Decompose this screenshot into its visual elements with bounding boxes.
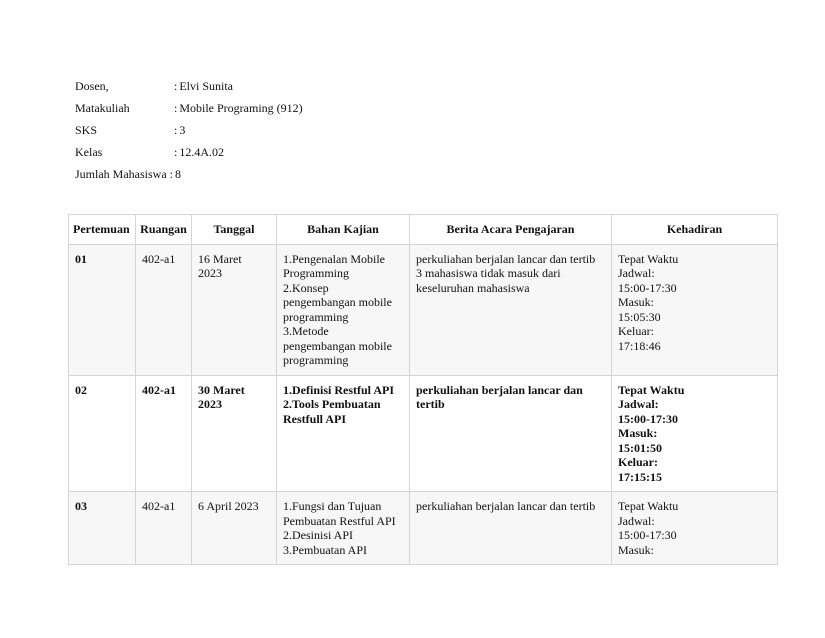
column-header: Pertemuan	[69, 215, 136, 245]
info-row-jumlah-mahasiswa	[75, 163, 303, 185]
info-label: Kelas	[75, 145, 103, 159]
table-row	[69, 492, 778, 565]
cell-tanggal: 16 Maret 2023	[192, 244, 277, 375]
info-value: : Elvi Sunita	[174, 75, 233, 97]
cell-berita-acara: perkuliahan berjalan lancar dan tertib	[410, 492, 612, 565]
column-header: Kehadiran	[612, 215, 778, 245]
cell-ruangan: 402-a1	[136, 492, 192, 565]
info-label: Jumlah Mahasiswa	[75, 167, 167, 181]
info-row-kelas	[75, 141, 303, 163]
info-row-matakuliah	[75, 97, 303, 119]
cell-pertemuan: 02	[69, 375, 136, 492]
column-header: Berita Acara Pengajaran	[410, 215, 612, 245]
info-value: : 3	[174, 119, 185, 141]
cell-pertemuan: 01	[69, 244, 136, 375]
table-header-row	[69, 215, 778, 245]
cell-pertemuan: 03	[69, 492, 136, 565]
cell-kehadiran: Tepat Waktu Jadwal: 15:00-17:30 Masuk:	[612, 492, 778, 565]
table-row	[69, 244, 778, 375]
info-value: : 8	[170, 163, 181, 185]
info-label: Matakuliah	[75, 101, 130, 115]
cell-tanggal: 6 April 2023	[192, 492, 277, 565]
info-label: Dosen,	[75, 79, 109, 93]
table-row	[69, 375, 778, 492]
cell-ruangan: 402-a1	[136, 244, 192, 375]
info-value: : Mobile Programing (912)	[174, 97, 303, 119]
column-header: Tanggal	[192, 215, 277, 245]
cell-tanggal: 30 Maret 2023	[192, 375, 277, 492]
meeting-table	[68, 214, 778, 565]
cell-bahan-kajian: 1.Fungsi dan Tujuan Pembuatan Restful API 2.Desinisi API 3.Pembuatan API	[277, 492, 410, 565]
cell-bahan-kajian: 1.Pengenalan Mobile Programming 2.Konsep pengembangan mobile programming 3.Metode pengembangan mobile programming	[277, 244, 410, 375]
column-header: Ruangan	[136, 215, 192, 245]
column-header: Bahan Kajian	[277, 215, 410, 245]
info-value: : 12.4A.02	[174, 141, 224, 163]
info-row-dosen	[75, 75, 303, 97]
info-row-sks	[75, 119, 303, 141]
cell-kehadiran: Tepat Waktu Jadwal: 15:00-17:30 Masuk: 15:01:50 Keluar: 17:15:15	[612, 375, 778, 492]
course-info	[75, 75, 303, 185]
cell-berita-acara: perkuliahan berjalan lancar dan tertib	[410, 375, 612, 492]
cell-bahan-kajian: 1.Definisi Restful API 2.Tools Pembuatan Restfull API	[277, 375, 410, 492]
cell-berita-acara: perkuliahan berjalan lancar dan tertib 3 mahasiswa tidak masuk dari keseluruhan mahasiswa	[410, 244, 612, 375]
cell-ruangan: 402-a1	[136, 375, 192, 492]
cell-kehadiran: Tepat Waktu Jadwal: 15:00-17:30 Masuk: 15:05:30 Keluar: 17:18:46	[612, 244, 778, 375]
info-label: SKS	[75, 123, 98, 137]
